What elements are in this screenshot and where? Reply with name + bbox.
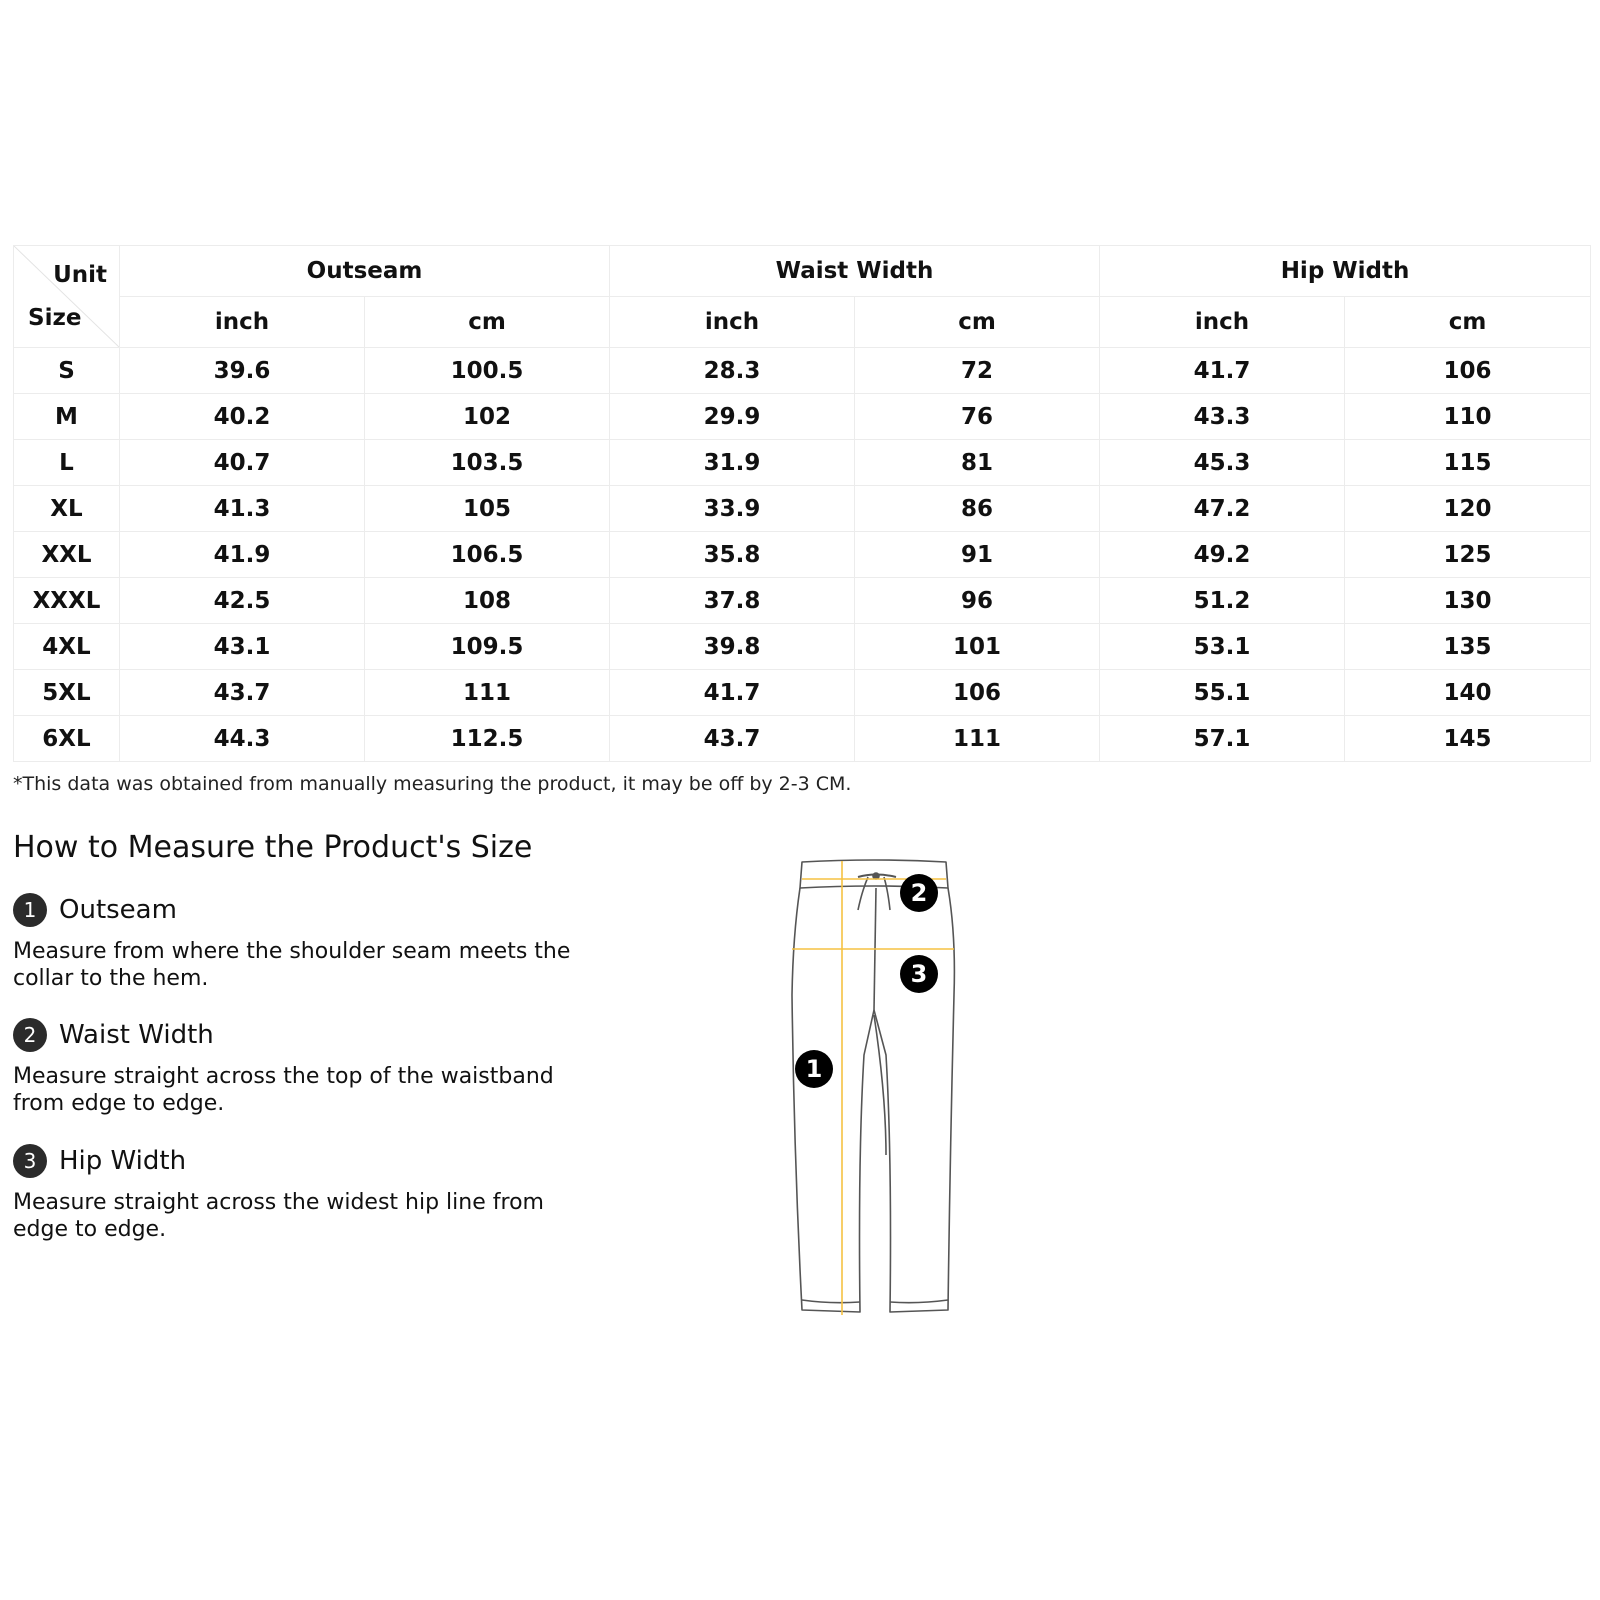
table-row <box>14 394 1591 440</box>
step-number-badge: 2 <box>13 1018 47 1052</box>
value-cell: 106 <box>1345 348 1591 394</box>
value-cell: 145 <box>1345 716 1591 762</box>
marker-1: 1 <box>805 1055 823 1083</box>
group-header-hip-width: Hip Width <box>1100 246 1591 297</box>
size-table <box>13 245 1591 762</box>
value-cell: 28.3 <box>610 348 855 394</box>
table-unit-header-row <box>14 297 1591 348</box>
marker-2: 2 <box>910 879 928 907</box>
value-cell: 41.7 <box>1100 348 1345 394</box>
value-cell: 112.5 <box>365 716 610 762</box>
value-cell: 43.3 <box>1100 394 1345 440</box>
unit-header: inch <box>610 297 855 348</box>
table-row <box>14 624 1591 670</box>
step-title: Hip Width <box>59 1146 187 1176</box>
value-cell: 106 <box>855 670 1100 716</box>
value-cell: 110 <box>1345 394 1591 440</box>
corner-size-label: Size <box>28 305 82 331</box>
unit-header: inch <box>1100 297 1345 348</box>
value-cell: 37.8 <box>610 578 855 624</box>
size-cell: XXL <box>14 532 120 578</box>
value-cell: 111 <box>855 716 1100 762</box>
guide-title: How to Measure the Product's Size <box>13 830 533 865</box>
value-cell: 111 <box>365 670 610 716</box>
value-cell: 81 <box>855 440 1100 486</box>
step-waist-width <box>13 1017 593 1117</box>
value-cell: 41.3 <box>120 486 365 532</box>
unit-header: cm <box>365 297 610 348</box>
value-cell: 125 <box>1345 532 1591 578</box>
value-cell: 120 <box>1345 486 1591 532</box>
step-outseam <box>13 892 593 992</box>
table-row <box>14 486 1591 532</box>
table-row <box>14 578 1591 624</box>
step-header <box>13 1143 593 1179</box>
value-cell: 140 <box>1345 670 1591 716</box>
step-number-badge: 1 <box>13 893 47 927</box>
value-cell: 33.9 <box>610 486 855 532</box>
value-cell: 115 <box>1345 440 1591 486</box>
value-cell: 43.7 <box>120 670 365 716</box>
value-cell: 55.1 <box>1100 670 1345 716</box>
size-cell: M <box>14 394 120 440</box>
size-cell: L <box>14 440 120 486</box>
value-cell: 39.8 <box>610 624 855 670</box>
size-cell: S <box>14 348 120 394</box>
measurement-footnote: *This data was obtained from manually measuring the product, it may be off by 2-3 CM. <box>13 773 852 795</box>
size-cell: 4XL <box>14 624 120 670</box>
value-cell: 43.7 <box>610 716 855 762</box>
value-cell: 72 <box>855 348 1100 394</box>
size-cell: XXXL <box>14 578 120 624</box>
table-corner-cell <box>14 246 120 348</box>
step-title: Waist Width <box>59 1020 214 1050</box>
table-row <box>14 532 1591 578</box>
step-number-badge: 3 <box>13 1144 47 1178</box>
value-cell: 130 <box>1345 578 1591 624</box>
value-cell: 135 <box>1345 624 1591 670</box>
value-cell: 47.2 <box>1100 486 1345 532</box>
marker-3: 3 <box>910 960 928 988</box>
step-description: Measure from where the shoulder seam meets the collar to the hem. <box>13 939 571 991</box>
table-row <box>14 348 1591 394</box>
value-cell: 105 <box>365 486 610 532</box>
pants-illustration-icon <box>790 855 975 1330</box>
step-title: Outseam <box>59 895 177 925</box>
value-cell: 53.1 <box>1100 624 1345 670</box>
table-group-header-row <box>14 246 1591 297</box>
value-cell: 103.5 <box>365 440 610 486</box>
value-cell: 91 <box>855 532 1100 578</box>
value-cell: 102 <box>365 394 610 440</box>
step-description: Measure straight across the top of the waistband from edge to edge. <box>13 1064 554 1116</box>
step-description: Measure straight across the widest hip line from edge to edge. <box>13 1190 544 1242</box>
unit-header: cm <box>855 297 1100 348</box>
value-cell: 41.9 <box>120 532 365 578</box>
table-row <box>14 440 1591 486</box>
unit-header: cm <box>1345 297 1591 348</box>
value-cell: 39.6 <box>120 348 365 394</box>
value-cell: 96 <box>855 578 1100 624</box>
group-header-outseam: Outseam <box>120 246 610 297</box>
value-cell: 43.1 <box>120 624 365 670</box>
size-cell: 5XL <box>14 670 120 716</box>
value-cell: 76 <box>855 394 1100 440</box>
value-cell: 108 <box>365 578 610 624</box>
table-row <box>14 670 1591 716</box>
size-cell: XL <box>14 486 120 532</box>
value-cell: 40.7 <box>120 440 365 486</box>
value-cell: 49.2 <box>1100 532 1345 578</box>
value-cell: 31.9 <box>610 440 855 486</box>
value-cell: 57.1 <box>1100 716 1345 762</box>
step-header <box>13 1017 593 1053</box>
value-cell: 45.3 <box>1100 440 1345 486</box>
step-header <box>13 892 593 928</box>
value-cell: 29.9 <box>610 394 855 440</box>
value-cell: 44.3 <box>120 716 365 762</box>
corner-unit-label: Unit <box>53 262 107 288</box>
step-hip-width <box>13 1143 593 1243</box>
unit-header: inch <box>120 297 365 348</box>
value-cell: 35.8 <box>610 532 855 578</box>
table-row <box>14 716 1591 762</box>
table-body <box>14 348 1591 762</box>
group-header-waist-width: Waist Width <box>610 246 1100 297</box>
size-cell: 6XL <box>14 716 120 762</box>
value-cell: 41.7 <box>610 670 855 716</box>
value-cell: 51.2 <box>1100 578 1345 624</box>
value-cell: 40.2 <box>120 394 365 440</box>
measure-markers <box>795 874 938 1088</box>
value-cell: 86 <box>855 486 1100 532</box>
value-cell: 42.5 <box>120 578 365 624</box>
value-cell: 106.5 <box>365 532 610 578</box>
value-cell: 101 <box>855 624 1100 670</box>
pants-drawing <box>790 855 975 1330</box>
value-cell: 100.5 <box>365 348 610 394</box>
value-cell: 109.5 <box>365 624 610 670</box>
